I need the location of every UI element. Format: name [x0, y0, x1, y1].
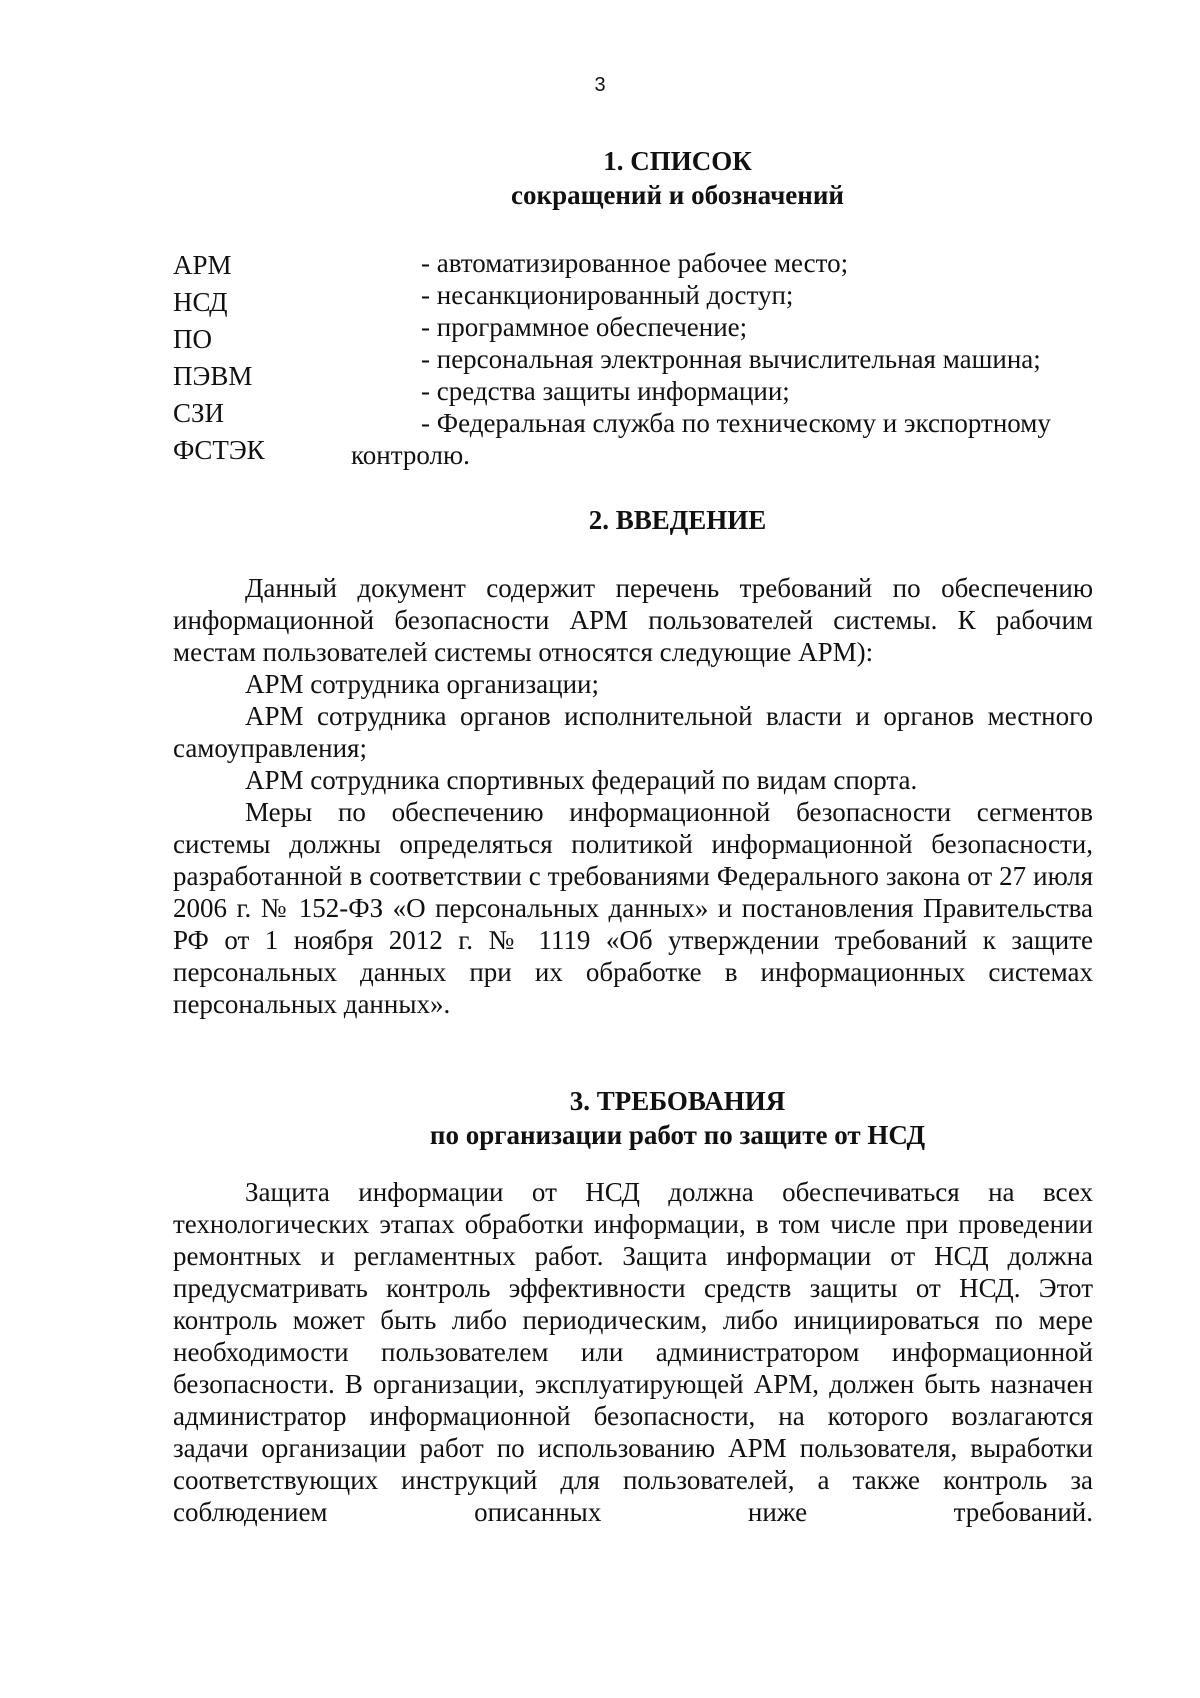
abbreviation-definition: - Федеральная служба по техническому и экспортному: [421, 408, 1051, 438]
paragraph: АРМ сотрудника органов исполнительной власти и органов местного самоуправления;: [173, 701, 1093, 763]
page-number: 3: [594, 74, 606, 96]
section-2-title: 2. ВВЕДЕНИЕ: [588, 505, 767, 535]
abbreviation-term: ФСТЭК: [173, 435, 265, 465]
abbreviation-definition: - персональная электронная вычислительная машина;: [421, 344, 1041, 374]
section-3-title: 3. ТРЕБОВАНИЯ: [569, 1086, 786, 1116]
abbreviation-term: АРМ: [173, 250, 232, 280]
paragraph: Данный документ содержит перечень требований по обеспечению информационной безопасности АРМ пользователей системы. К рабочим местам пользователей системы относятся следующие АРМ):: [173, 573, 1093, 667]
abbreviation-definition: - программное обеспечение;: [421, 312, 748, 342]
section-1-subtitle: сокращений и обозначений: [511, 180, 844, 210]
abbreviation-term: СЗИ: [173, 398, 225, 428]
abbreviation-term: ПЭВМ: [173, 361, 253, 391]
paragraph: Защита информации от НСД должна обеспечиваться на всех технологических этапах обработки информации, в том числе при проведении ремонтных и регламентных работ. Защита информации от НСД должна предусматривать контроль эффективности средств защиты от НСД. Этот контроль может быть либо периодическим, либо инициироваться по мере необходимости пользователем или администратором информационной безопасности. В организации, эксплуатирующей АРМ, должен быть назначен администратор информационной безопасности, на которого возлагаются задачи организации работ по использованию АРМ пользователя, выработки соответствующих инструкций для пользователей, а также контроль за соблюдением описанных ниже требований.: [173, 1177, 1093, 1527]
abbreviation-term: НСД: [173, 287, 228, 317]
requirements-body: [173, 1176, 1093, 1528]
definition-column: [351, 247, 1093, 471]
introduction-body: [173, 572, 1093, 1020]
abbreviation-definition: - автоматизированное рабочее место;: [421, 248, 849, 278]
abbreviation-term: ПО: [173, 324, 212, 354]
paragraph: АРМ сотрудника организации;: [245, 669, 600, 699]
abbreviation-definition: - средства защиты информации;: [421, 376, 790, 406]
abbreviation-column: [173, 247, 265, 469]
section-2-heading: [0, 503, 1200, 537]
section-3-heading: [0, 1084, 1200, 1152]
abbreviation-definition-continuation: контролю.: [351, 440, 470, 470]
section-3-subtitle: по организации работ по защите от НСД: [429, 1120, 926, 1150]
section-1-title: 1. СПИСОК: [603, 146, 752, 176]
paragraph: АРМ сотрудника спортивных федераций по видам спорта.: [245, 765, 918, 795]
paragraph: Меры по обеспечению информационной безопасности сегментов системы должны определяться политикой информационной безопасности, разработанной в соответствии с требованиями Федерального закона от 27 июля 2006 г. № 152-ФЗ «О персональных данных» и постановления Правительства РФ от 1 ноября 2012 г. № 1119 «Об утверждении требований к защите персональных данных при их обработке в информационных системах персональных данных».: [173, 797, 1093, 1019]
abbreviation-definition: - несанкционированный доступ;: [421, 280, 794, 310]
section-1-heading: [0, 144, 1200, 212]
